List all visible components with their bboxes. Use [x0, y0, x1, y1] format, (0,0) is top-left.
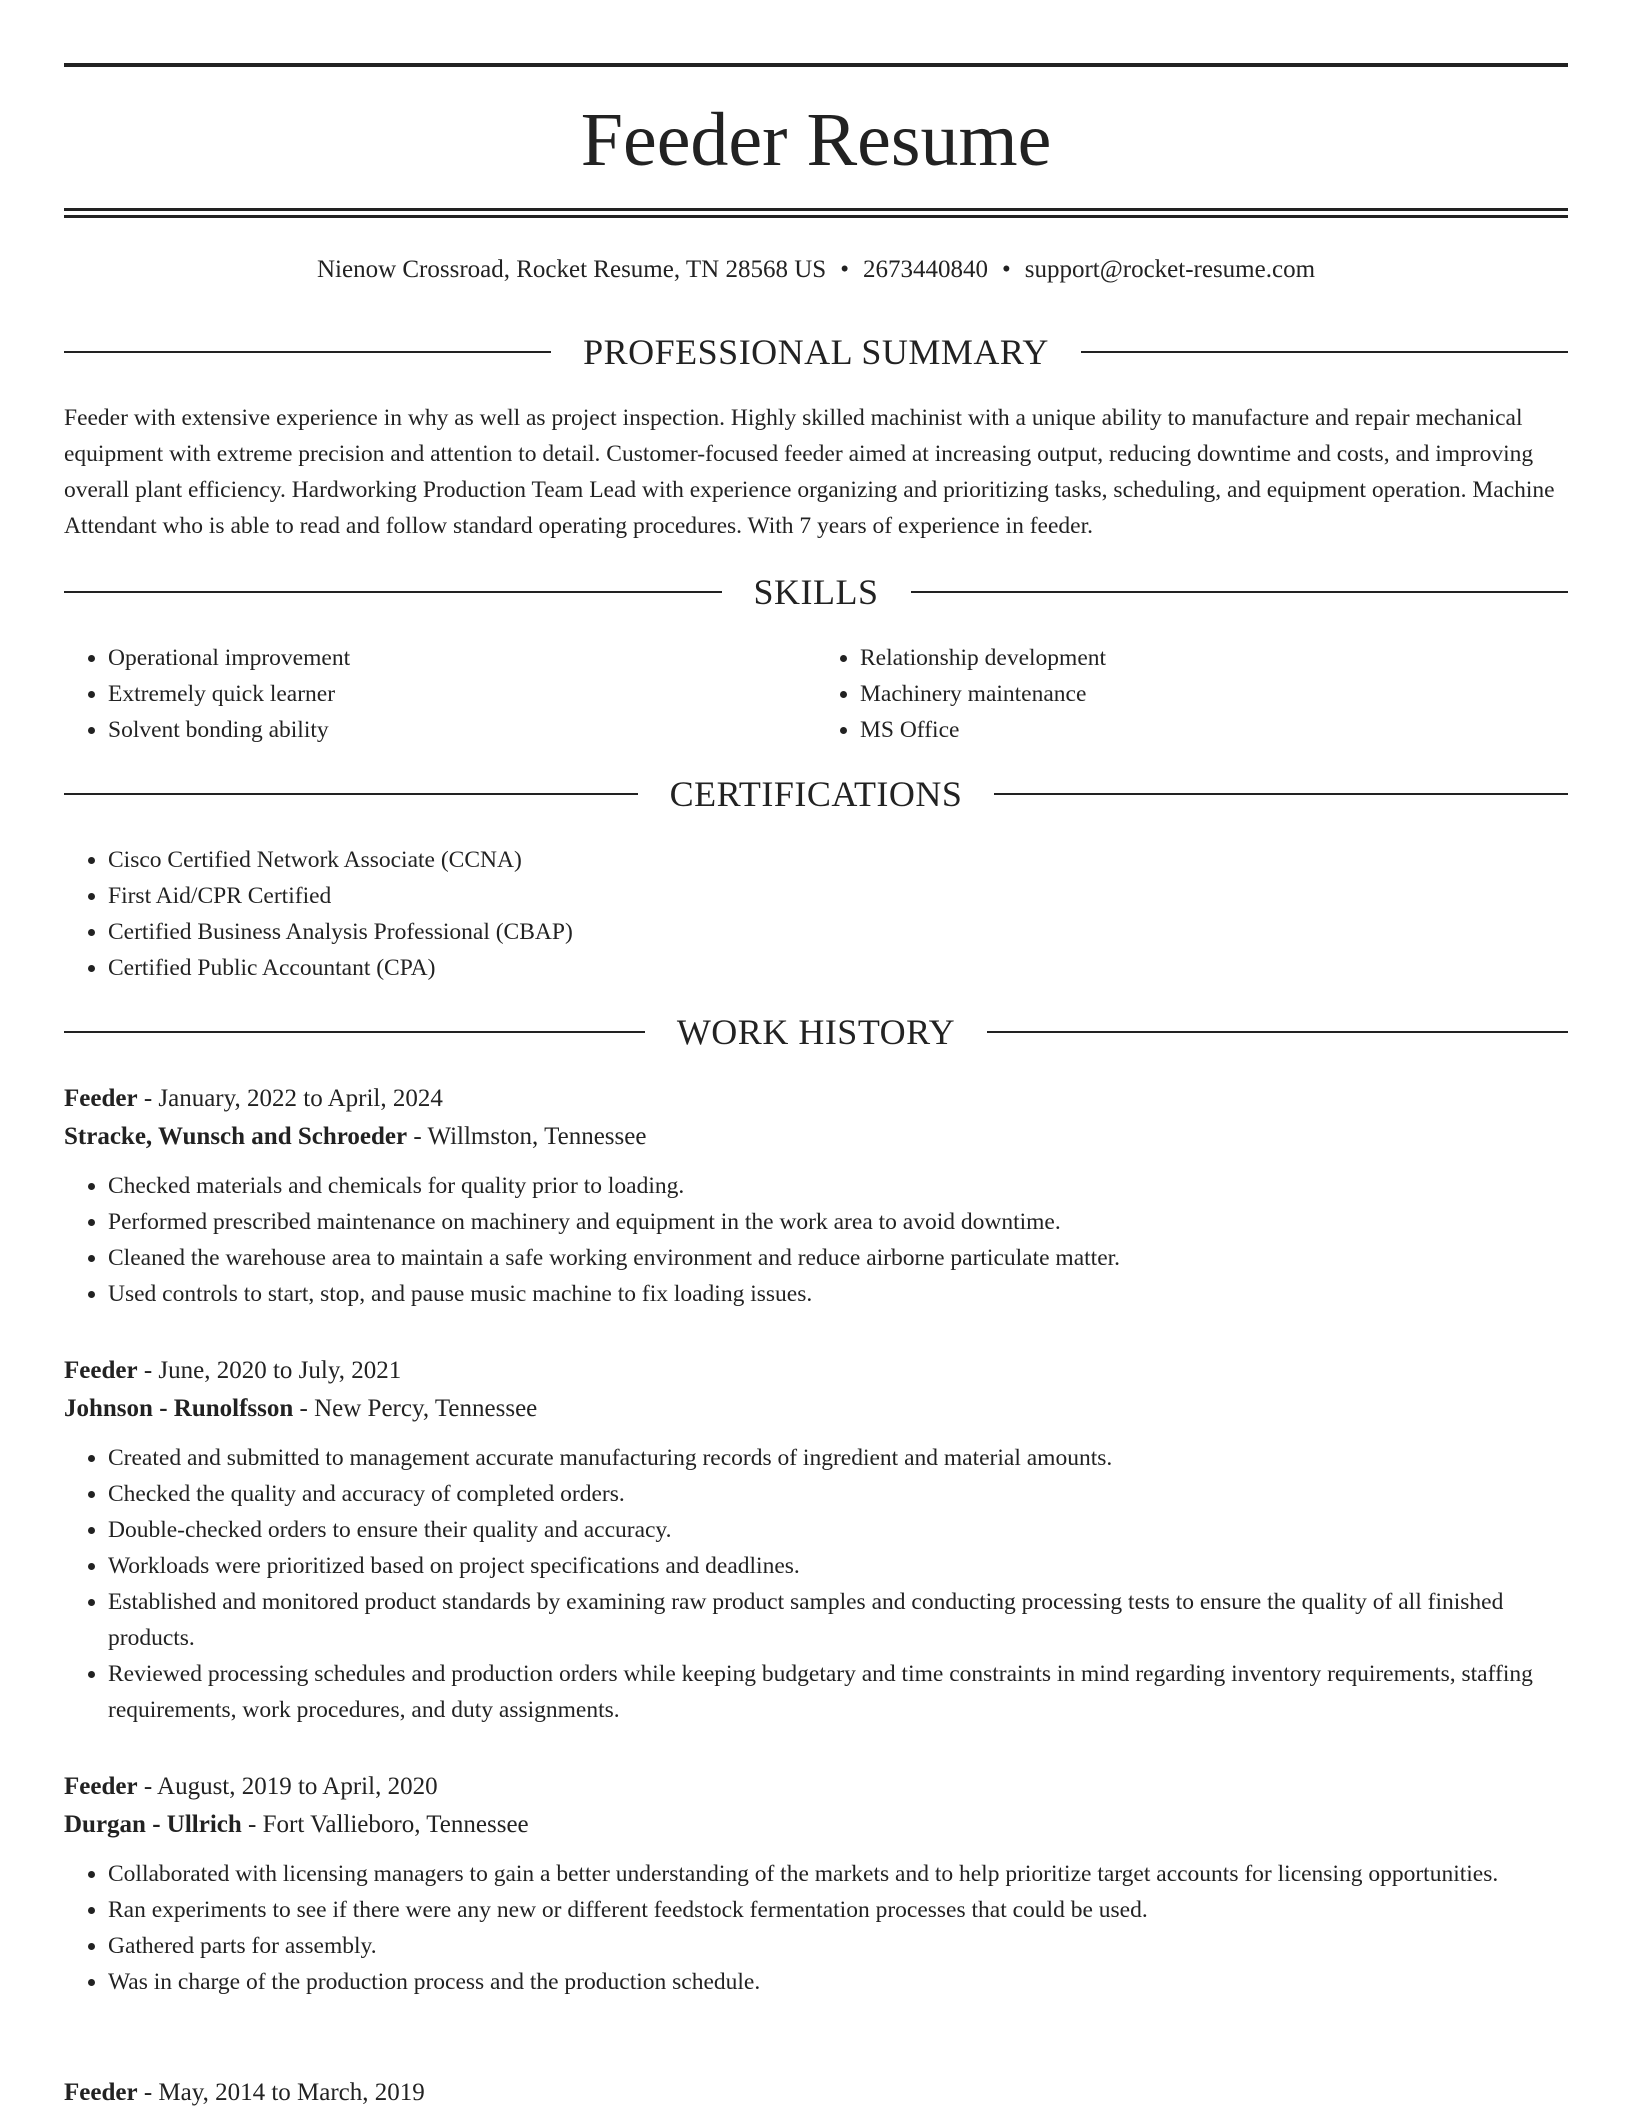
job-duties	[64, 1168, 1568, 1312]
job-duty-item: • Checked the quality and accuracy of completed orders.	[108, 1476, 1568, 1512]
job-entry	[64, 1352, 1568, 1728]
skills-column-left	[64, 640, 816, 748]
job-duty-item: • Workloads were prioritized based on project specifications and deadlines.	[108, 1548, 1568, 1584]
job-location: - Willmston, Tennessee	[407, 1123, 647, 1150]
job-title: Feeder	[64, 1085, 138, 1112]
contact-separator: •	[840, 256, 849, 283]
job-company: Johnson - Runolfsson	[64, 1395, 294, 1422]
job-entry	[64, 2074, 1568, 2112]
job-title-line	[64, 1352, 1568, 1390]
job-title: Feeder	[64, 1773, 138, 1800]
contact-email: support@rocket-resume.com	[1024, 256, 1316, 283]
job-title: Feeder	[64, 1357, 138, 1384]
skill-item: • Extremely quick learner	[108, 676, 816, 712]
skills-list	[64, 640, 1568, 748]
job-duty-item: • Cleaned the warehouse area to maintain a safe working environment and reduce airborne particulate matter.	[108, 1240, 1568, 1276]
certification-item: • First Aid/CPR Certified	[108, 878, 1568, 914]
heading-rule	[64, 793, 638, 795]
job-duty-item: • Ran experiments to see if there were any new or different feedstock fermentation processes that could be used.	[108, 1892, 1568, 1928]
job-dates: - May, 2014 to March, 2019	[137, 2079, 425, 2106]
job-title: Feeder	[64, 2079, 138, 2106]
skill-item: • Machinery maintenance	[860, 676, 1568, 712]
contact-address: Nienow Crossroad, Rocket Resume, TN 28568 US	[316, 256, 827, 283]
job-duty-item: • Double-checked orders to ensure their quality and accuracy.	[108, 1512, 1568, 1548]
job-company-line	[64, 1806, 1568, 1844]
job-dates: - June, 2020 to July, 2021	[137, 1357, 402, 1384]
job-company: Stracke, Wunsch and Schroeder	[64, 1123, 408, 1150]
section-heading-skills	[64, 570, 1568, 614]
certification-item: • Certified Business Analysis Professional (CBAP)	[108, 914, 1568, 950]
job-duties	[64, 1440, 1568, 1728]
skill-item: • MS Office	[860, 712, 1568, 748]
job-dates: - August, 2019 to April, 2020	[137, 1773, 438, 1800]
section-title-certifications: CERTIFICATIONS	[669, 774, 963, 814]
job-title-line	[64, 1768, 1568, 1806]
job-duty-item: • Reviewed processing schedules and production orders while keeping budgetary and time constraints in mind regarding inventory requirements, staffing requirements, work procedures, and duty assignments.	[108, 1656, 1568, 1728]
title-double-rule	[64, 208, 1568, 218]
job-entry	[64, 1768, 1568, 2000]
job-title-line	[64, 1080, 1568, 1118]
job-title-line	[64, 2074, 1568, 2112]
heading-rule	[987, 1031, 1568, 1033]
job-location: - New Percy, Tennessee	[293, 1395, 538, 1422]
job-dates: - January, 2022 to April, 2024	[137, 1085, 443, 1112]
job-duty-item: • Was in charge of the production process and the production schedule.	[108, 1964, 1568, 2000]
skills-column-right	[816, 640, 1568, 748]
section-title-skills: SKILLS	[753, 572, 879, 612]
contact-separator: •	[1001, 256, 1011, 283]
job-duties	[64, 1856, 1568, 2000]
skill-item: • Relationship development	[860, 640, 1568, 676]
job-location: - Fort Vallieboro, Tennessee	[241, 1811, 529, 1838]
job-duty-item: • Collaborated with licensing managers to gain a better understanding of the markets and to help prioritize target accounts for licensing opportunities.	[108, 1856, 1568, 1892]
certification-item: • Cisco Certified Network Associate (CCNA)	[108, 842, 1568, 878]
section-title-summary: PROFESSIONAL SUMMARY	[583, 332, 1049, 372]
heading-rule	[64, 591, 722, 593]
heading-rule	[64, 1031, 645, 1033]
heading-rule	[1081, 351, 1568, 353]
summary-text: Feeder with extensive experience in why as well as project inspection. Highly skilled machinist with a unique ability to manufacture and repair mechanical equipment with extreme precision and attention to detail. Customer-focused feeder aimed at increasing output, reducing downtime and costs, and improving overall plant efficiency. Hardworking Production Team Lead with experience organizing and prioritizing tasks, scheduling, and equipment operation. Machine Attendant who is able to read and follow standard operating procedures. With 7 years of experience in feeder.	[64, 405, 1555, 539]
job-duty-item: • Gathered parts for assembly.	[108, 1928, 1568, 1964]
heading-rule	[64, 351, 551, 353]
section-heading-summary	[64, 330, 1568, 374]
heading-rule	[994, 793, 1568, 795]
section-title-work-history: WORK HISTORY	[676, 1012, 956, 1052]
job-duty-item: • Checked materials and chemicals for quality prior to loading.	[108, 1168, 1568, 1204]
certification-item: • Certified Public Accountant (CPA)	[108, 950, 1568, 986]
skill-item: • Operational improvement	[108, 640, 816, 676]
resume-title: Feeder Resume	[580, 98, 1052, 182]
skill-item: • Solvent bonding ability	[108, 712, 816, 748]
section-heading-certifications	[64, 772, 1568, 816]
heading-rule	[911, 591, 1569, 593]
job-duty-item: • Performed prescribed maintenance on machinery and equipment in the work area to avoid downtime.	[108, 1204, 1568, 1240]
top-rule	[64, 63, 1568, 67]
job-duty-item: • Used controls to start, stop, and pause music machine to fix loading issues.	[108, 1276, 1568, 1312]
job-duty-item: • Established and monitored product standards by examining raw product samples and conducting processing tests to ensure the quality of all finished products.	[108, 1584, 1568, 1656]
job-company-line	[64, 1118, 1568, 1156]
certifications-list	[64, 842, 1568, 986]
job-entry	[64, 1080, 1568, 1312]
section-heading-work-history	[64, 1010, 1568, 1054]
contact-line	[64, 254, 1568, 286]
job-company-line	[64, 1390, 1568, 1428]
job-duty-item: • Created and submitted to management accurate manufacturing records of ingredient and material amounts.	[108, 1440, 1568, 1476]
job-company: Durgan - Ullrich	[64, 1811, 242, 1838]
contact-phone: 2673440840	[862, 256, 988, 283]
